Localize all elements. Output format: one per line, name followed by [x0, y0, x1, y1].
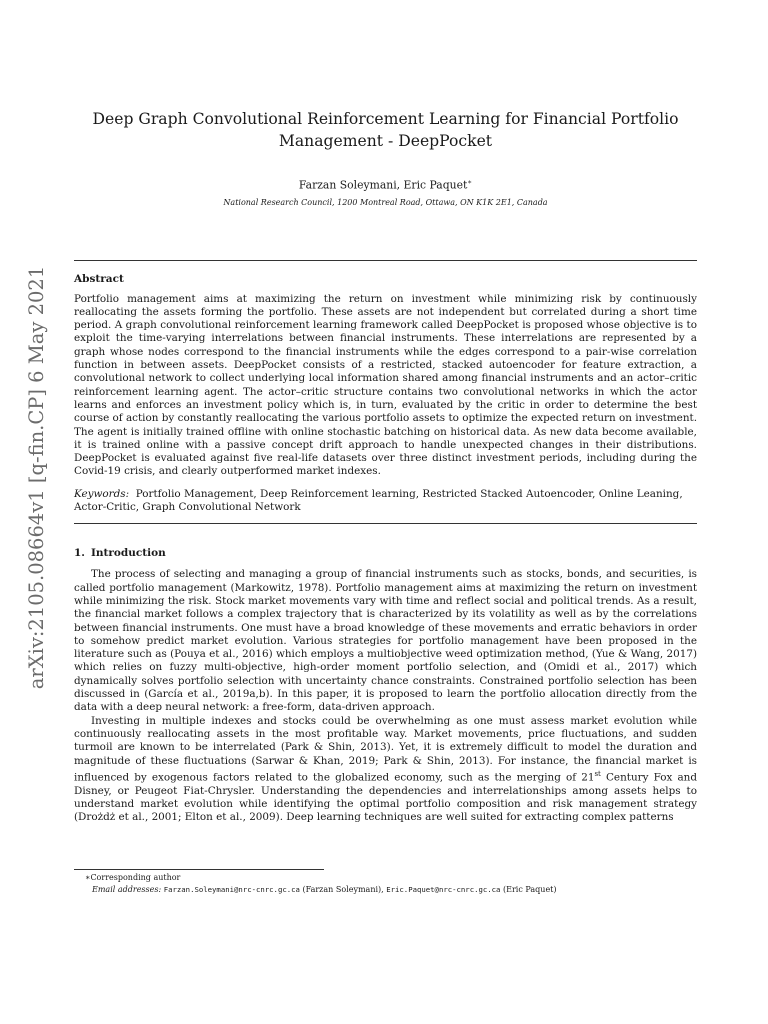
email-link-paquet[interactable]: Eric.Paquet@nrc-cnrc.gc.ca	[386, 885, 501, 894]
footnotes	[74, 872, 697, 896]
corresponding-author-note: ∗Corresponding author	[85, 873, 181, 882]
intro-paragraph-1: The process of selecting and managing a group of financial instruments such as stocks, bonds, and securities, is called portfolio management (Markowitz, 1978). Portfolio management aims at maximizing the return on investment while minimizing the risk. Stock market movements vary with time and reflect social and political trends. As a result, the financial market follows a complex trajectory that is characterized by its volatility as well as by the correlations between financial instruments. One must have a broad knowledge of these movements and erratic behaviors in order to somehow predict market evolution. Various strategies for portfolio management have been proposed in the literature such as (Pouya et al., 2016) which employs a multiobjective weed optimization method, (Yue & Wang, 2017) which relies on fuzzy multi-objective, high-order moment portfolio selection, and (Omidi et al., 2017) which dynamically solves portfolio selection with uncertainty chance constraints. Constrained portfolio selection has been discussed in (García et al., 2019a,b). In this paper, it is proposed to learn the portfolio allocation directly from the data with a deep neural network: a free-form, data-driven approach.	[74, 568, 697, 714]
author-footnote-mark: ∗	[467, 178, 473, 186]
authors-text: Farzan Soleymani, Eric Paquet	[298, 178, 468, 192]
email-label: Email addresses:	[92, 885, 162, 894]
abstract-heading: Abstract	[74, 272, 124, 285]
title-line-1: Deep Graph Convolutional Reinforcement Learning for Financial Portfolio	[92, 110, 679, 128]
abstract-top-rule	[74, 260, 697, 261]
paper-page	[74, 108, 697, 824]
email-link-soleymani[interactable]: Farzan.Soleymani@nrc-cnrc.gc.ca	[163, 885, 300, 894]
intro-paragraph-2	[74, 715, 697, 825]
keywords	[74, 488, 697, 515]
intro-paragraph-2-part-a: Investing in multiple indexes and stocks could be overwhelming as one must assess market evolution while continuously reallocating assets in the most profitable way. Market movements, price fluctuations, and sudden turmoil are known to be interrelated (Park & Shin, 2013). Yet, it is extremely difficult to model the duration and magnitude of these fluctuations (Sarwar & Khan, 2019; Park & Shin, 2013). For instance, the financial market is influenced by exogenous factors related to the globalized economy, such as the merging of 21	[74, 714, 697, 784]
superscript-st: st	[594, 769, 601, 778]
section-number: 1.	[74, 547, 85, 560]
arxiv-identifier	[22, 265, 52, 690]
abstract-bottom-rule	[74, 523, 697, 524]
arxiv-identifier-text: arXiv:2105.08664v1 [q-fin.CP] 6 May 2021	[25, 265, 49, 690]
affiliation: National Research Council, 1200 Montreal Road, Ottawa, ON K1K 2E1, Canada	[223, 197, 548, 207]
email-name-paquet: (Eric Paquet)	[500, 885, 557, 894]
abstract-text: Portfolio management aims at maximizing the return on investment while minimizing risk by continuously reallocating the assets forming the portfolio. These assets are not independent but correlated during a short time period. A graph convolutional reinforcement learning framework called DeepPocket is proposed whose objective is to exploit the time-varying interrelations between financial instruments. These interrelations are represented by a graph whose nodes correspond to the financial instruments while the edges correspond to a pair-wise correlation function in between assets. DeepPocket consists of a restricted, stacked autoencoder for feature extraction, a convolutional network to collect underlying local information shared among financial instruments and an actor–critic reinforcement learning agent. The actor–critic structure contains two convolutional networks in which the actor learns and enforces an investment policy which is, in turn, evaluated by the critic in order to determine the best course of action by constantly reallocating the various portfolio assets to optimize the expected return on investment. The agent is initially trained offline with online stochastic batching on historical data. As new data become available, it is trained online with a passive concept drift approach to handle unexpected changes in their distributions. DeepPocket is evaluated against five real-life datasets over three distinct investment periods, including during the Covid-19 crisis, and clearly outperformed market indexes.	[74, 292, 697, 478]
section-title: Introduction	[90, 547, 166, 560]
keywords-text: Portfolio Management, Deep Reinforcement learning, Restricted Stacked Autoencoder, Online Leaning, Actor-Critic, Graph Convolutional Network	[74, 487, 683, 514]
intro-paragraph-2-part-b: Century Fox and Disney, or Peugeot Fiat-Chrysler. Understanding the dependencies and interrelationships among assets helps to understand market evolution while identifying the optimal portfolio composition and risk management strategy (Drożdż et al., 2001; Elton et al., 2009). Deep learning techniques are well suited for extracting complex patterns	[74, 771, 697, 824]
footnote-rule	[74, 869, 324, 870]
email-addresses-note	[74, 884, 697, 896]
title-line-2: Management - DeepPocket	[278, 132, 493, 150]
keywords-label: Keywords:	[74, 487, 130, 500]
author-list	[74, 178, 697, 192]
email-name-soleymani: (Farzan Soleymani),	[299, 885, 387, 894]
section-heading-introduction	[74, 547, 697, 559]
paper-title	[74, 108, 697, 152]
